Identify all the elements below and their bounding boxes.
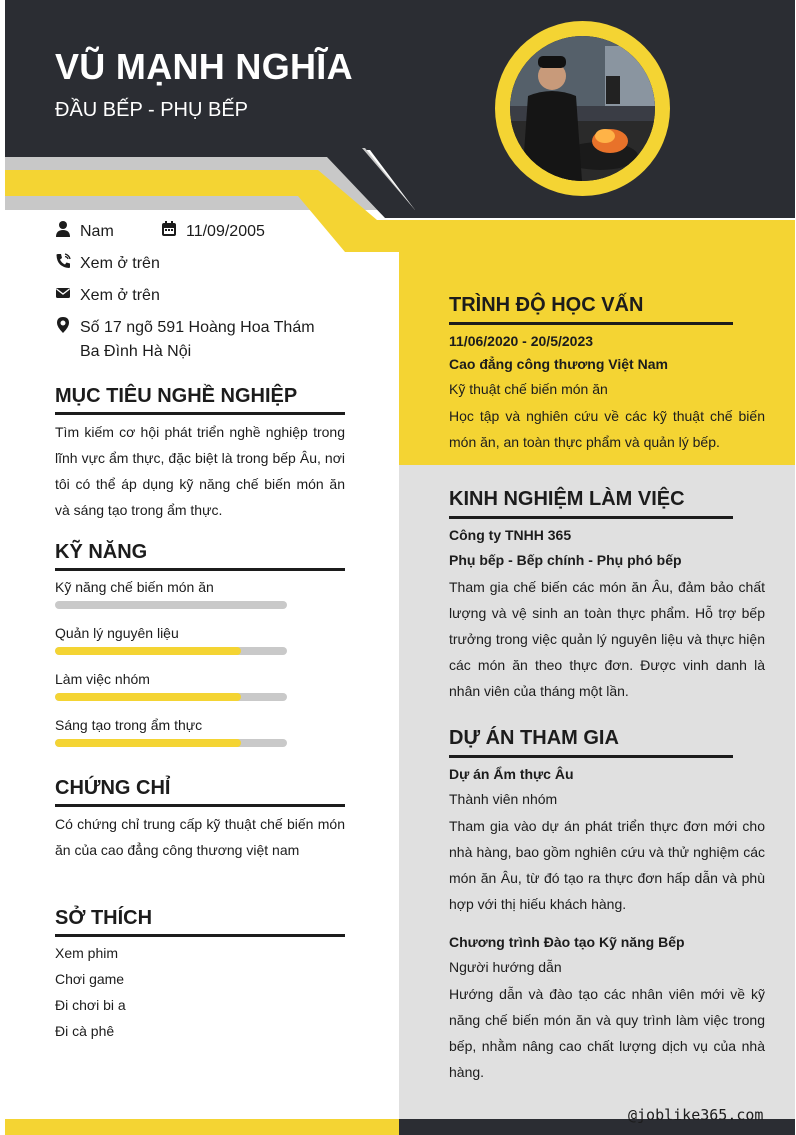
- experience-company: Công ty TNHH 365: [449, 527, 572, 543]
- footer-website: @joblike365.com: [628, 1106, 764, 1124]
- hobby-item: Xem phim: [55, 945, 119, 961]
- skill-level-bar: [55, 647, 287, 655]
- phone-value: Xem ở trên: [80, 255, 160, 272]
- skill-level-bar: [55, 693, 287, 701]
- projects-heading: DỰ ÁN THAM GIA: [449, 727, 619, 749]
- education-period: 11/06/2020 - 20/5/2023: [449, 333, 594, 349]
- email-value: Xem ở trên: [80, 287, 160, 304]
- skill-level-fill: [55, 647, 241, 655]
- project-description: Hướng dẫn và đào tạo các nhân viên mới về kỹ năng chế biến món ăn và quy trình làm việc trong bếp, nhằm nâng cao chất lượng dịch vụ của nhà hàng.: [449, 986, 765, 1080]
- skills-heading: KỸ NĂNG: [55, 541, 148, 563]
- avatar: [495, 21, 670, 196]
- education-heading: TRÌNH ĐỘ HỌC VẤN: [449, 294, 644, 316]
- skill-label: Làm việc nhóm: [55, 671, 150, 687]
- address-line2: Ba Đình Hà Nội: [80, 343, 192, 360]
- skills-rule: [55, 568, 345, 571]
- footer-band-left: [5, 1119, 399, 1135]
- skill-label: Kỹ năng chế biến món ăn: [55, 579, 214, 595]
- certificates-rule: [55, 804, 345, 807]
- birthday-value: 11/09/2005: [186, 223, 265, 240]
- cv-page: [5, 0, 795, 1135]
- education-major: Kỹ thuật chế biến món ăn: [449, 381, 608, 397]
- hobby-item: Chơi game: [55, 971, 125, 987]
- hobbies-heading: SỞ THÍCH: [55, 907, 153, 929]
- experience-heading: KINH NGHIỆM LÀM VIỆC: [449, 488, 685, 510]
- gender-value: Nam: [80, 223, 114, 240]
- skill-label: Sáng tạo trong ẩm thực: [55, 717, 203, 733]
- experience-position: Phụ bếp - Bếp chính - Phụ phó bếp: [449, 552, 682, 568]
- education-description: Học tập và nghiên cứu về các kỹ thuật chế biến món ăn, an toàn thực phẩm và quản lý bếp.: [449, 408, 765, 450]
- skill-level-fill: [55, 693, 241, 701]
- objective-text: Tìm kiếm cơ hội phát triển nghề nghiệp trong lĩnh vực ẩm thực, đặc biệt là trong bếp Âu, nơi tôi có thể áp dụng kỹ năng chế biến món ăn và sáng tạo trong ẩm thực.: [55, 424, 345, 518]
- skill-label: Quản lý nguyên liệu: [55, 625, 179, 641]
- project-role: Thành viên nhóm: [449, 791, 558, 807]
- skill-level-bar: [55, 601, 287, 609]
- hobby-item: Đi cà phê: [55, 1023, 115, 1039]
- education-school: Cao đẳng công thương Việt Nam: [449, 356, 668, 372]
- address-line1: Số 17 ngõ 591 Hoàng Hoa Thám: [80, 319, 315, 336]
- envelope-icon: [55, 284, 71, 302]
- calendar-icon: [161, 220, 177, 238]
- experience-description: Tham gia chế biến các món ăn Âu, đảm bảo chất lượng và vệ sinh an toàn thực phẩm. Hỗ trợ bếp trưởng trong việc quản lý nguyên liệu và thực hiện các món ăn theo thực đơn. Được vinh danh là nhân viên của tháng một lần.: [449, 579, 765, 699]
- candidate-title: ĐẦU BẾP - PHỤ BẾP: [55, 99, 249, 121]
- skill-level-bar: [55, 739, 287, 747]
- project-description: Tham gia vào dự án phát triển thực đơn mới cho nhà hàng, bao gồm nghiên cứu và thử nghiệm các món ăn Âu, từ đó tạo ra thực đơn hấp dẫn và phù hợp với thị hiếu khách hàng.: [449, 818, 765, 912]
- hobby-item: Đi chơi bi a: [55, 997, 126, 1013]
- objective-heading: MỤC TIÊU NGHỀ NGHIỆP: [55, 385, 298, 407]
- header-background: [5, 0, 795, 275]
- projects-rule: [449, 755, 733, 758]
- user-icon: [55, 220, 71, 238]
- project-name: Dự án Ẩm thực Âu: [449, 766, 574, 782]
- hobbies-rule: [55, 934, 345, 937]
- objective-rule: [55, 412, 345, 415]
- map-pin-icon: [55, 316, 71, 334]
- phone-icon: [55, 252, 71, 270]
- project-name: Chương trình Đào tạo Kỹ năng Bếp: [449, 934, 685, 950]
- experience-rule: [449, 516, 733, 519]
- avatar-photo: [510, 36, 655, 181]
- certificates-text: Có chứng chỉ trung cấp kỹ thuật chế biến món ăn của cao đẳng công thương việt nam: [55, 816, 345, 858]
- certificates-heading: CHỨNG CHỈ: [55, 777, 171, 799]
- education-rule: [449, 322, 733, 325]
- skill-level-fill: [55, 739, 241, 747]
- project-role: Người hướng dẫn: [449, 959, 562, 975]
- candidate-name: VŨ MẠNH NGHĨA: [55, 46, 353, 87]
